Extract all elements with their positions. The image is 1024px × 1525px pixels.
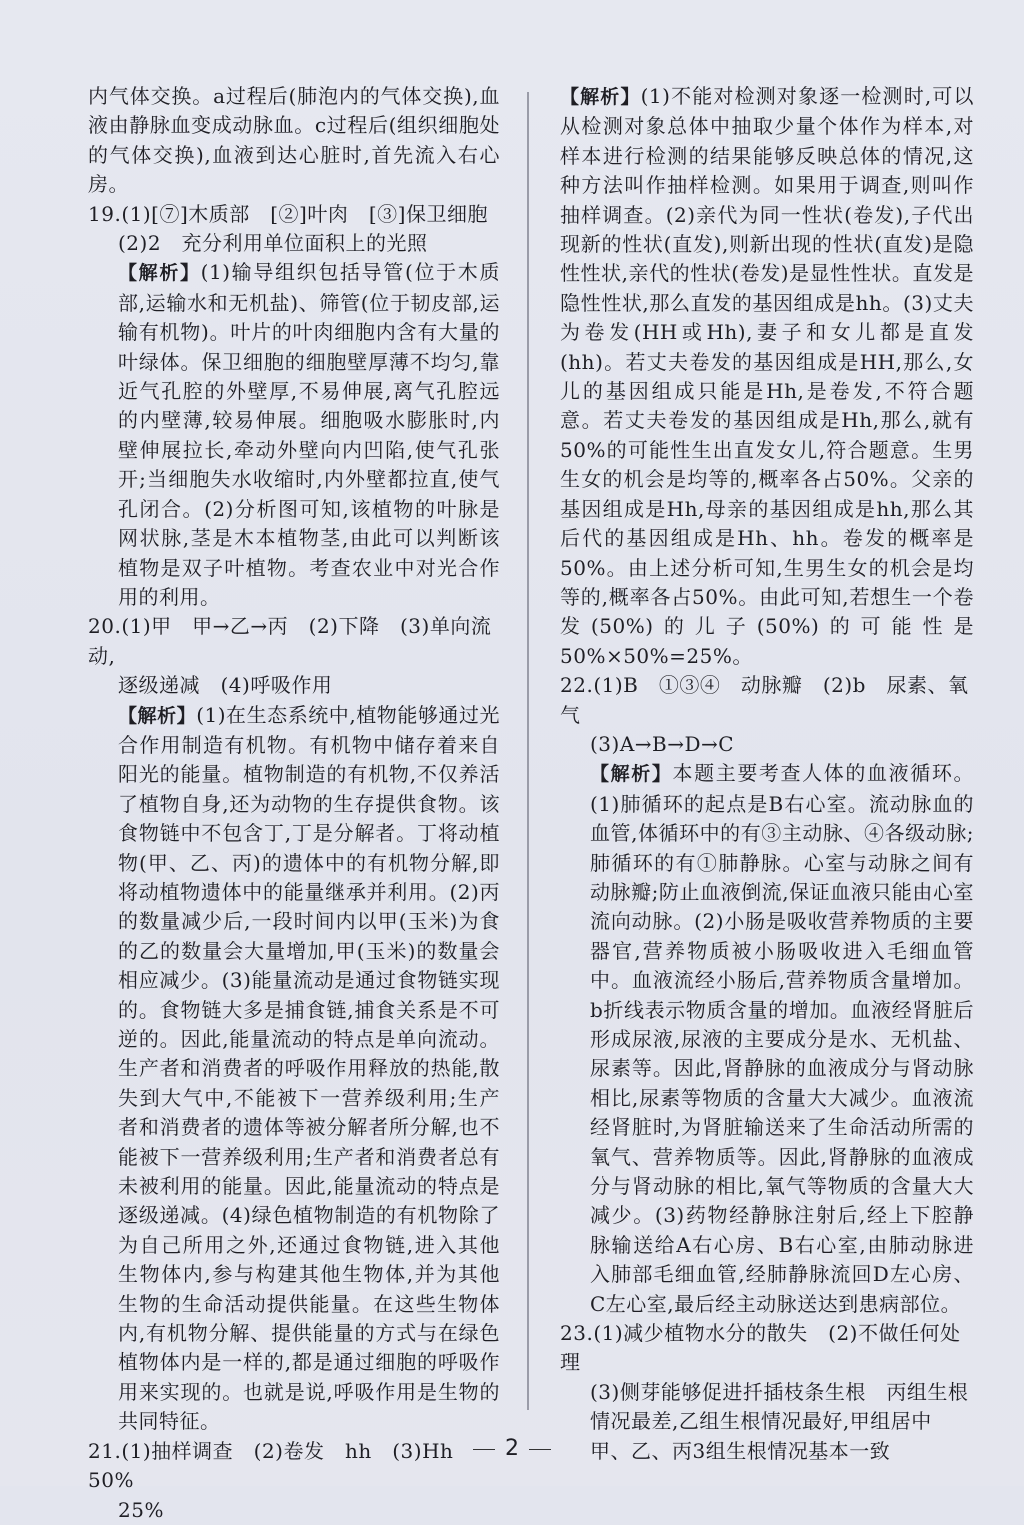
q21-analysis: 【解析】(1)不能对检测对象逐一检测时,可以从检测对象总体中抽取少量个体作为样本,对样本进行检测的结果能够反映总体的情况,这种方法叫作抽样检测。如果用于调查,则叫作抽样调查。(2)亲代为同一性状(卷发),子代出现新的性状(直发),则新出现的性状(直发)是隐性性状,亲代的性状(卷发)是显性性状。直发是隐性性状,那么直发的基因组成是hh。(3)丈夫为卷发(HH或Hh),妻子和女儿都是直发(hh)。若丈夫卷发的基因组成是HH,那么,女儿的基因组成只能是Hh,是卷发,不符合题意。若丈夫卷发的基因组成是Hh,那么,就有50%的可能性生出直发女儿,符合题意。生男生女的机会是均等的,概率各占50%。父亲的基因组成是Hh,母亲的基因组成是hh,那么其后代的基因组成是Hh、hh。卷发的概率是50%。由上述分析可知,生男生女的机会是均等的,概率各占50%。由此可知,若想生一个卷发(50%)的儿子(50%)的可能性是50%×50%=25%。 bbox=[560, 84, 974, 668]
q20-answer-line-1: 20.(1)甲 甲→乙→丙 (2)下降 (3)单向流动, bbox=[88, 614, 492, 668]
page-footer bbox=[0, 1436, 1024, 1461]
right-column bbox=[560, 82, 974, 1466]
question-22 bbox=[560, 671, 974, 1319]
q19-answer-line-2: (2)2 充分利用单位面积上的光照 bbox=[118, 231, 428, 256]
column-divider bbox=[527, 92, 529, 1410]
footer-dash-right bbox=[529, 1449, 551, 1450]
page-number: 2 bbox=[505, 1436, 519, 1461]
q22-number: 22. bbox=[560, 673, 594, 698]
q19-number: 19. bbox=[88, 201, 122, 226]
q21-answer-line-2: 25% bbox=[118, 1497, 164, 1522]
q22-answer-line-2: (3)A→B→D→C bbox=[590, 731, 735, 756]
q19-analysis: 【解析】(1)输导组织包括导管(位于木质部,运输水和无机盐)、筛管(位于韧皮部,运输有机物)。叶片的叶肉细胞内含有大量的叶绿体。保卫细胞的细胞壁厚薄不均匀,靠近气孔腔的外壁厚,不易伸展,离气孔腔远的内壁薄,较易伸展。细胞吸水膨胀时,内壁伸展拉长,牵动外壁向内凹陷,使气孔张开;当细胞失水收缩时,内外壁都拉直,使气孔闭合。(2)分析图可知,该植物的叶脉是网状脉,茎是木本植物茎,由此可以判断该植物是双子叶植物。考查农业中对光合作用的利用。 bbox=[118, 260, 500, 609]
q23-answer-line-2: (3)侧芽能够促进扦插枝条生根 丙组生根情况最差,乙组生根情况最好,甲组居中 甲、乙、丙3组生根情况基本一致 bbox=[590, 1379, 969, 1463]
q21-number: 21. bbox=[88, 1438, 122, 1463]
q20-analysis: 【解析】(1)在生态系统中,植物能够通过光合作用制造有机物。有机物中储存着来自阳光的能量。植物制造的有机物,不仅养活了植物自身,还为动物的生存提供食物。该食物链中不包含丁,丁是分解者。丁将动植物(甲、乙、丙)的遗体中的有机物分解,即将动植物遗体中的能量继承并利用。(2)丙的数量减少后,一段时间内以甲(玉米)为食的乙的数量会大量增加,甲(玉米)的数量会相应减少。(3)能量流动是通过食物链实现的。食物链大多是捕食链,捕食关系是不可逆的。因此,能量流动的特点是单向流动。生产者和消费者的呼吸作用释放的热能,散失到大气中,不能被下一营养级利用;生产者和消费者的遗体等被分解者所分解,也不能被下一营养级利用;生产者和消费者总有未被利用的能量。因此,能量流动的特点是逐级递减。(4)绿色植物制造的有机物除了为自己所用之外,还通过食物链,进入其他生物体内,参与构建其他生物体,并为其他生物的生命活动提供能量。在这些生物体内,有机物分解、提供能量的方式与在绿色植物体内是一样的,都是通过细胞的呼吸作用来实现的。也就是说,呼吸作用是生物的共同特征。 bbox=[118, 702, 500, 1434]
q23-answer-line-1: 23.(1)减少植物水分的散失 (2)不做任何处理 bbox=[560, 1321, 961, 1375]
q21-answer-line-1: 21.(1)抽样调查 (2)卷发 hh (3)Hh 50% bbox=[88, 1438, 474, 1493]
question-19 bbox=[88, 200, 500, 613]
analysis-tag: 【解析】 bbox=[118, 262, 201, 285]
q22-answer-line-1: 22.(1)B ①③④ 动脉瓣 (2)b 尿素、氧气 bbox=[560, 673, 969, 727]
q22-analysis: 【解析】本题主要考查人体的血液循环。(1)肺循环的起点是B右心室。流动脉血的血管,体循环中的有③主动脉、④各级动脉;肺循环的有①肺静脉。心室与动脉之间有动脉瓣;防止血液倒流,保证血液只能由心室流向动脉。(2)小肠是吸收营养物质的主要器官,营养物质被小肠吸收进入毛细血管中。血液流经小肠后,营养物质含量增加。b折线表示物质含量的增加。血液经肾脏后形成尿液,尿液的主要成分是水、无机盐、尿素等。因此,肾静脉的血液成分与肾动脉相比,尿素等物质的含量大大减少。血液流经肾脏时,为肾脏输送来了生命活动所需的氧气、营养物质等。因此,肾静脉的血液成分与肾动脉的相比,氧气等物质的含量大大减少。(3)药物经静脉注射后,经上下腔静脉输送给A右心房、B右心室,由肺动脉进入肺部毛细血管,经肺静脉流回D左心房、C左心室,最后经主动脉送达到患病部位。 bbox=[590, 761, 974, 1316]
analysis-tag: 【解析】 bbox=[590, 763, 673, 786]
q20-answer-line-2: 逐级递减 (4)呼吸作用 bbox=[118, 673, 333, 698]
q19-answer-line-1: 19.(1)[⑦]木质部 [②]叶肉 [③]保卫细胞 bbox=[88, 200, 500, 229]
left-column bbox=[88, 82, 500, 1525]
q20-number: 20. bbox=[88, 614, 122, 639]
q23-number: 23. bbox=[560, 1321, 594, 1346]
q18-analysis-continuation: 内气体交换。a过程后(肺泡内的气体交换),血液由静脉血变成动脉血。c过程后(组织细胞处的气体交换),血液到达心脏时,首先流入右心房。 bbox=[88, 84, 500, 197]
question-20 bbox=[88, 612, 500, 1436]
analysis-tag: 【解析】 bbox=[118, 704, 197, 727]
footer-dash-left bbox=[473, 1449, 495, 1450]
analysis-tag: 【解析】 bbox=[560, 86, 641, 108]
